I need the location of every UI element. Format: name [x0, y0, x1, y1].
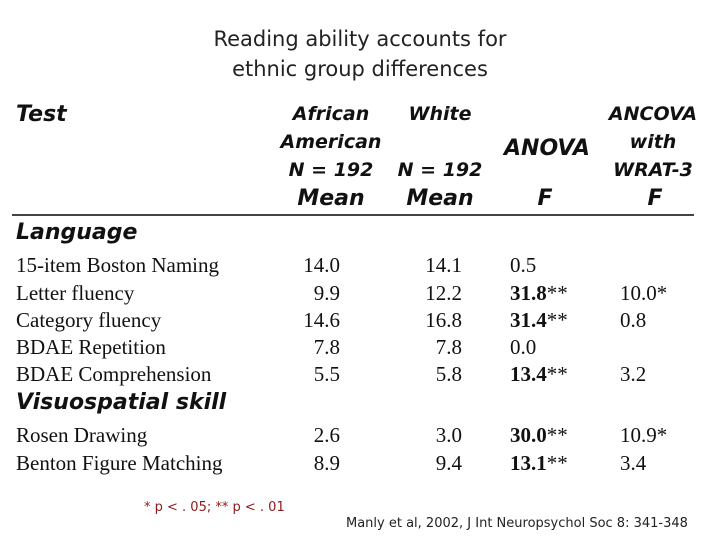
white-mean-value: 12.2	[425, 281, 462, 305]
header-ancova	[598, 100, 708, 184]
row-label: Category fluency	[16, 308, 162, 332]
row-label: BDAE Repetition	[16, 335, 166, 359]
table-row	[0, 360, 720, 388]
anova-f-value: 13.1**	[510, 451, 568, 475]
white-mean-value: 7.8	[435, 335, 462, 359]
header-ancova-line-3: WRAT-3	[613, 159, 693, 181]
ancova-f-value: 3.4	[620, 451, 647, 475]
table-row	[0, 279, 720, 307]
anova-f-value: 31.4**	[510, 308, 568, 332]
white-mean-value: 16.8	[425, 308, 462, 332]
aa-mean-value: 9.9	[313, 281, 340, 305]
ancova-f-value: 3.2	[620, 362, 647, 386]
aa-mean-value: 7.8	[313, 335, 340, 359]
row-label: 15-item Boston Naming	[16, 253, 219, 277]
slide-title-line-2: ethnic group differences	[232, 57, 488, 81]
slide-title	[0, 24, 720, 84]
table-row	[0, 251, 720, 279]
ancova-f-value: 10.0*	[620, 281, 668, 305]
significance-footnote: * p < . 05; ** p < . 01	[144, 500, 285, 515]
row-label: Letter fluency	[16, 281, 135, 305]
ancova-f-value: 0.8	[620, 308, 647, 332]
section-visuospatial: Visuospatial skill	[16, 390, 227, 415]
white-mean-value: 5.8	[435, 362, 462, 386]
header-aa-n: N = 192	[288, 159, 374, 181]
header-ancova-f: F	[647, 186, 663, 211]
anova-f-value: 0.5	[510, 253, 537, 277]
table-row	[0, 306, 720, 334]
table-row	[0, 449, 720, 477]
header-african-american	[270, 100, 392, 184]
aa-mean-value: 14.0	[303, 253, 340, 277]
table-row	[0, 421, 720, 449]
aa-mean-value: 8.9	[313, 451, 340, 475]
row-label: Rosen Drawing	[16, 423, 148, 447]
header-white-mean: Mean	[406, 186, 474, 211]
aa-mean-value: 14.6	[303, 308, 340, 332]
anova-f-value: 13.4**	[510, 362, 568, 386]
anova-f-value: 0.0	[510, 335, 537, 359]
header-anova: ANOVA	[504, 136, 590, 161]
header-ancova-line-1: ANCOVA	[608, 103, 698, 125]
aa-mean-value: 5.5	[313, 362, 340, 386]
header-test: Test	[16, 102, 67, 127]
header-ancova-line-2: with	[629, 131, 677, 153]
anova-f-value: 31.8**	[510, 281, 568, 305]
header-white-n: N = 192	[397, 159, 483, 181]
white-mean-value: 3.0	[435, 423, 462, 447]
aa-mean-value: 2.6	[313, 423, 340, 447]
header-rule	[12, 214, 694, 216]
anova-f-value: 30.0**	[510, 423, 568, 447]
header-aa-line-1: African	[292, 103, 370, 125]
section-language: Language	[16, 220, 138, 245]
row-label: BDAE Comprehension	[16, 362, 212, 386]
table-row	[0, 333, 720, 361]
white-mean-value: 9.4	[435, 451, 462, 475]
ancova-f-value: 10.9*	[620, 423, 668, 447]
row-label: Benton Figure Matching	[16, 451, 223, 475]
header-white: White	[408, 103, 472, 125]
header-aa-mean: Mean	[297, 186, 365, 211]
header-aa-line-2: American	[280, 131, 382, 153]
white-mean-value: 14.1	[425, 253, 462, 277]
citation: Manly et al, 2002, J Int Neuropsychol Soc 8: 341-348	[346, 516, 688, 531]
header-anova-f: F	[537, 186, 553, 211]
slide-title-line-1: Reading ability accounts for	[213, 27, 507, 51]
